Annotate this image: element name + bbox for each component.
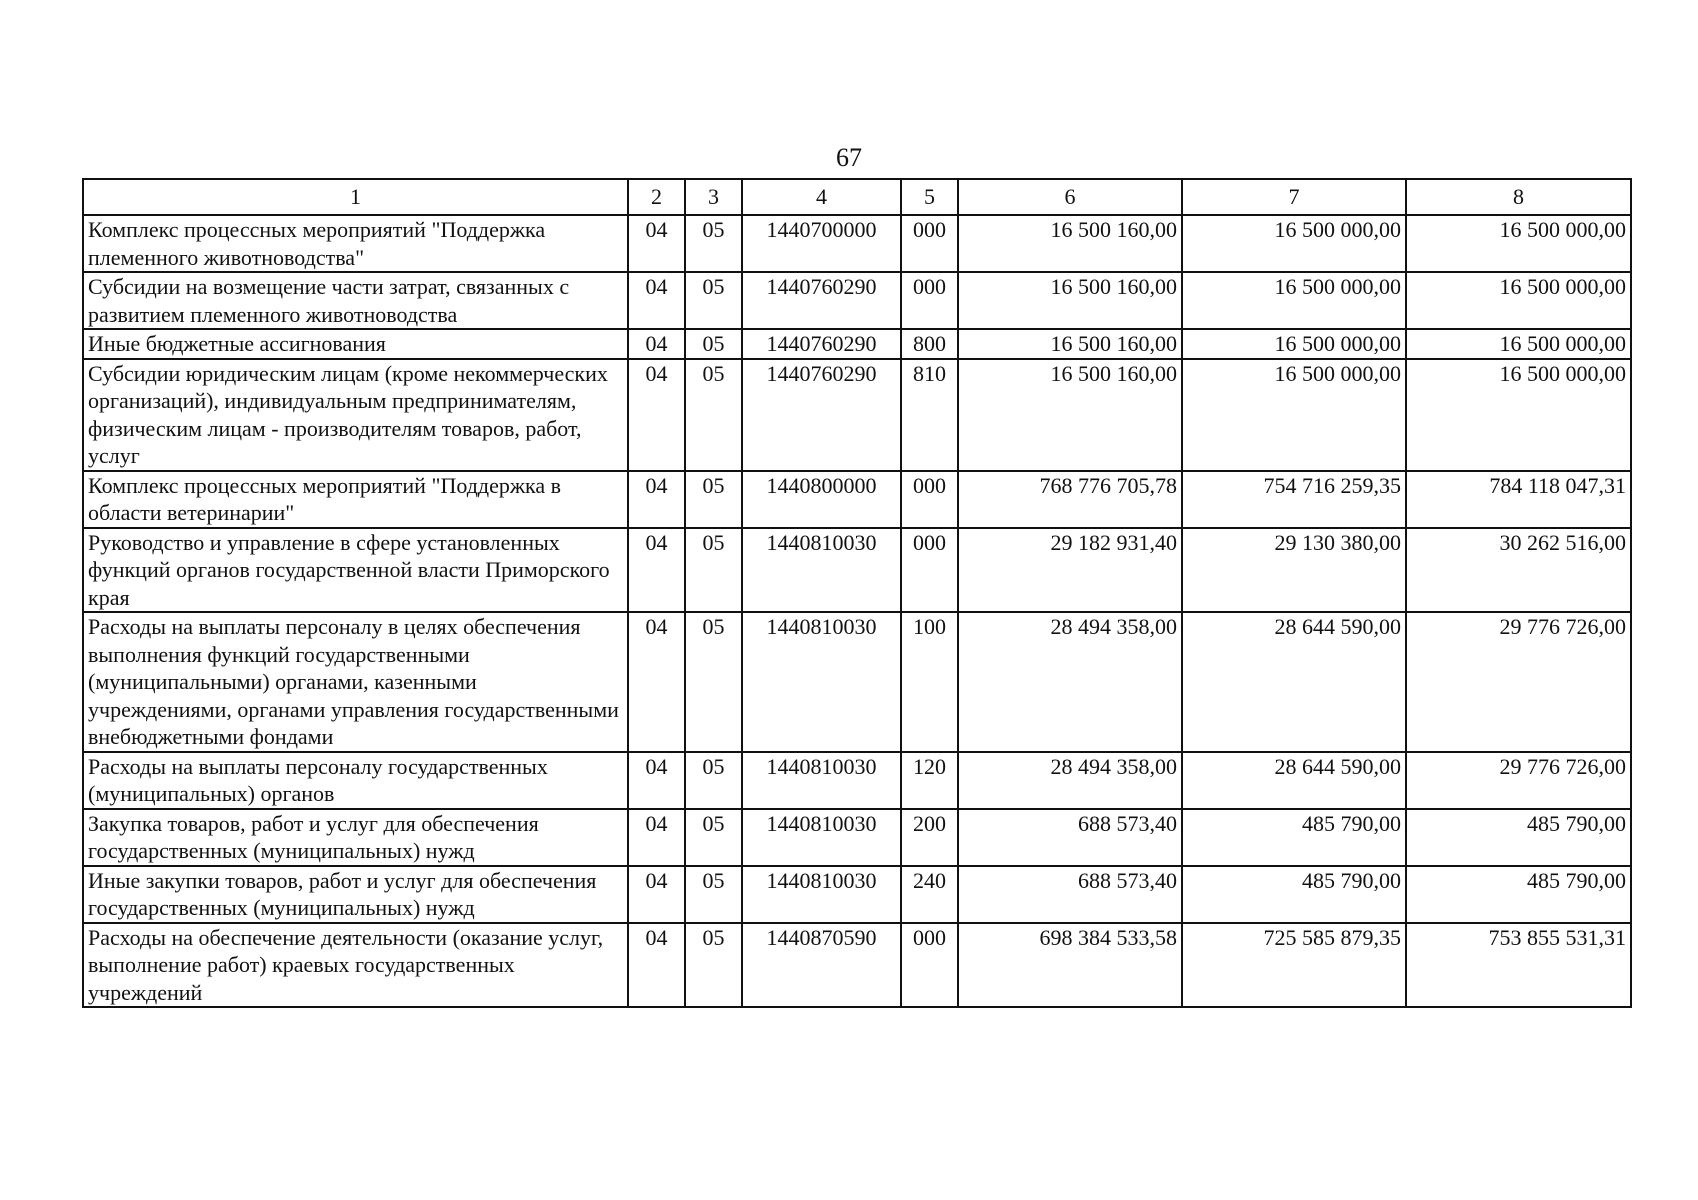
expense-type-code: 810 xyxy=(901,359,958,471)
header-cell: 6 xyxy=(958,179,1182,215)
amount-col-8: 16 500 000,00 xyxy=(1406,272,1631,329)
amount-col-8: 16 500 000,00 xyxy=(1406,215,1631,272)
amount-col-8: 485 790,00 xyxy=(1406,866,1631,923)
amount-col-7: 16 500 000,00 xyxy=(1182,272,1406,329)
subsection-code: 05 xyxy=(685,215,742,272)
expense-name: Расходы на обеспечение деятельности (оказание услуг, выполнение работ) краевых государственных учреждений xyxy=(83,923,628,1008)
amount-col-6: 698 384 533,58 xyxy=(958,923,1182,1008)
target-article-code: 1440700000 xyxy=(742,215,901,272)
amount-col-8: 30 262 516,00 xyxy=(1406,528,1631,613)
expense-name: Руководство и управление в сфере установленных функций органов государственной власти Приморского края xyxy=(83,528,628,613)
amount-col-8: 29 776 726,00 xyxy=(1406,752,1631,809)
target-article-code: 1440810030 xyxy=(742,752,901,809)
target-article-code: 1440760290 xyxy=(742,329,901,359)
section-code: 04 xyxy=(628,471,685,528)
amount-col-7: 16 500 000,00 xyxy=(1182,215,1406,272)
section-code: 04 xyxy=(628,809,685,866)
amount-col-6: 768 776 705,78 xyxy=(958,471,1182,528)
amount-col-7: 28 644 590,00 xyxy=(1182,752,1406,809)
amount-col-7: 29 130 380,00 xyxy=(1182,528,1406,613)
section-code: 04 xyxy=(628,329,685,359)
section-code: 04 xyxy=(628,752,685,809)
header-cell: 4 xyxy=(742,179,901,215)
amount-col-6: 688 573,40 xyxy=(958,809,1182,866)
amount-col-7: 754 716 259,35 xyxy=(1182,471,1406,528)
subsection-code: 05 xyxy=(685,612,742,752)
amount-col-8: 784 118 047,31 xyxy=(1406,471,1631,528)
target-article-code: 1440810030 xyxy=(742,612,901,752)
subsection-code: 05 xyxy=(685,528,742,613)
header-cell: 8 xyxy=(1406,179,1631,215)
expense-name: Субсидии юридическим лицам (кроме некоммерческих организаций), индивидуальным предпринимателям, физическим лицам - производителям товаров, работ, услуг xyxy=(83,359,628,471)
expense-name: Закупка товаров, работ и услуг для обеспечения государственных (муниципальных) нужд xyxy=(83,809,628,866)
expense-name: Субсидии на возмещение части затрат, связанных с развитием племенного животноводства xyxy=(83,272,628,329)
section-code: 04 xyxy=(628,359,685,471)
expense-name: Иные бюджетные ассигнования xyxy=(83,329,628,359)
amount-col-8: 16 500 000,00 xyxy=(1406,359,1631,471)
expense-name: Комплекс процессных мероприятий "Поддержка в области ветеринарии" xyxy=(83,471,628,528)
expense-type-code: 000 xyxy=(901,923,958,1008)
amount-col-6: 28 494 358,00 xyxy=(958,752,1182,809)
target-article-code: 1440760290 xyxy=(742,272,901,329)
table-row xyxy=(83,215,1631,272)
subsection-code: 05 xyxy=(685,809,742,866)
header-cell: 1 xyxy=(83,179,628,215)
expense-name: Комплекс процессных мероприятий "Поддержка племенного животноводства" xyxy=(83,215,628,272)
section-code: 04 xyxy=(628,528,685,613)
target-article-code: 1440810030 xyxy=(742,809,901,866)
expense-name: Расходы на выплаты персоналу государственных (муниципальных) органов xyxy=(83,752,628,809)
amount-col-8: 16 500 000,00 xyxy=(1406,329,1631,359)
amount-col-8: 753 855 531,31 xyxy=(1406,923,1631,1008)
expense-type-code: 000 xyxy=(901,215,958,272)
section-code: 04 xyxy=(628,215,685,272)
subsection-code: 05 xyxy=(685,923,742,1008)
subsection-code: 05 xyxy=(685,329,742,359)
table-row xyxy=(83,272,1631,329)
amount-col-7: 485 790,00 xyxy=(1182,809,1406,866)
amount-col-6: 16 500 160,00 xyxy=(958,272,1182,329)
amount-col-6: 29 182 931,40 xyxy=(958,528,1182,613)
expense-name: Расходы на выплаты персоналу в целях обеспечения выполнения функций государственными (муниципальными) органами, казенными учреждениями, органами управления государственными внебюджетными фондами xyxy=(83,612,628,752)
amount-col-8: 485 790,00 xyxy=(1406,809,1631,866)
expense-name: Иные закупки товаров, работ и услуг для обеспечения государственных (муниципальных) нужд xyxy=(83,866,628,923)
target-article-code: 1440810030 xyxy=(742,866,901,923)
header-cell: 5 xyxy=(901,179,958,215)
expense-type-code: 100 xyxy=(901,612,958,752)
table-row xyxy=(83,923,1631,1008)
expense-type-code: 800 xyxy=(901,329,958,359)
budget-table xyxy=(82,178,1632,1008)
expense-type-code: 120 xyxy=(901,752,958,809)
amount-col-7: 485 790,00 xyxy=(1182,866,1406,923)
table-row xyxy=(83,528,1631,613)
table-row xyxy=(83,471,1631,528)
subsection-code: 05 xyxy=(685,866,742,923)
table-row xyxy=(83,329,1631,359)
expense-type-code: 240 xyxy=(901,866,958,923)
section-code: 04 xyxy=(628,272,685,329)
subsection-code: 05 xyxy=(685,752,742,809)
section-code: 04 xyxy=(628,866,685,923)
expense-type-code: 000 xyxy=(901,528,958,613)
table-row xyxy=(83,612,1631,752)
header-row xyxy=(83,179,1631,215)
amount-col-6: 16 500 160,00 xyxy=(958,359,1182,471)
expense-type-code: 000 xyxy=(901,272,958,329)
header-cell: 7 xyxy=(1182,179,1406,215)
table-row xyxy=(83,359,1631,471)
subsection-code: 05 xyxy=(685,359,742,471)
amount-col-6: 28 494 358,00 xyxy=(958,612,1182,752)
subsection-code: 05 xyxy=(685,272,742,329)
amount-col-7: 16 500 000,00 xyxy=(1182,329,1406,359)
amount-col-7: 725 585 879,35 xyxy=(1182,923,1406,1008)
amount-col-6: 16 500 160,00 xyxy=(958,215,1182,272)
amount-col-7: 16 500 000,00 xyxy=(1182,359,1406,471)
target-article-code: 1440870590 xyxy=(742,923,901,1008)
table-row xyxy=(83,809,1631,866)
amount-col-8: 29 776 726,00 xyxy=(1406,612,1631,752)
table-row xyxy=(83,752,1631,809)
target-article-code: 1440760290 xyxy=(742,359,901,471)
section-code: 04 xyxy=(628,923,685,1008)
table-row xyxy=(83,866,1631,923)
header-cell: 2 xyxy=(628,179,685,215)
amount-col-6: 16 500 160,00 xyxy=(958,329,1182,359)
subsection-code: 05 xyxy=(685,471,742,528)
target-article-code: 1440800000 xyxy=(742,471,901,528)
amount-col-6: 688 573,40 xyxy=(958,866,1182,923)
expense-type-code: 000 xyxy=(901,471,958,528)
expense-type-code: 200 xyxy=(901,809,958,866)
section-code: 04 xyxy=(628,612,685,752)
page-number: 67 xyxy=(836,143,862,172)
target-article-code: 1440810030 xyxy=(742,528,901,613)
amount-col-7: 28 644 590,00 xyxy=(1182,612,1406,752)
header-cell: 3 xyxy=(685,179,742,215)
